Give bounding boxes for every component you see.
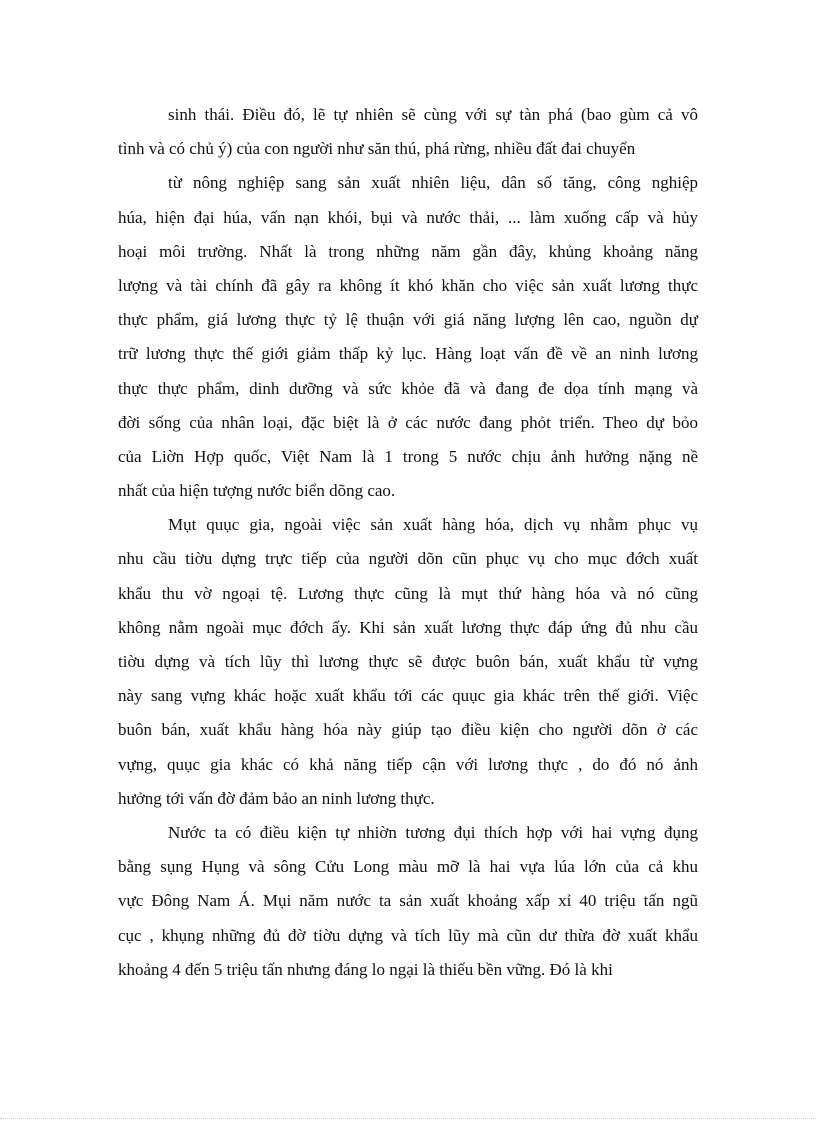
text-line: lượng và tài chính đã gây ra không ít khó khăn cho việc sản xuất lương thực: [118, 275, 698, 295]
text-line: buôn bán, xuất khẩu hàng hóa này giúp tạo điều kiện cho người dõn ở các: [118, 720, 698, 740]
text-line: hoại môi trường. Nhất là trong những năm gần đây, khủng khoảng năng: [118, 241, 698, 261]
text-line: thực thực phẩm, dinh dưỡng và sức khỏe đã và đang đe dọa tính mạng và: [118, 378, 698, 398]
text-line: của Liờn Hợp quốc, Việt Nam là 1 trong 5 nước chịu ảnh hưởng nặng nề: [118, 446, 698, 466]
text-line: cục , khụng những đủ đờ tiờu dựng và tích lũy mà cũn dư thừa đờ xuất khẩu: [118, 925, 698, 945]
paragraph: [118, 166, 698, 508]
text-line: không nằm ngoài mục đớch ấy. Khi sản xuất lương thực đáp ứng đủ nhu cầu: [118, 617, 698, 637]
text-line: trữ lương thực thế giới giảm thấp kỷ lục. Hàng loạt vấn đề về an ninh lương: [118, 344, 698, 364]
text-line: tình và có chủ ý) của con người như săn thú, phá rừng, nhiều đất đai chuyển: [118, 139, 636, 159]
text-line: hưởng tới vấn đờ đảm bảo an ninh lương thực.: [118, 788, 435, 808]
text-line: Nước ta có điều kiện tự nhiờn tương đụi thích hợp với hai vựng đụng: [168, 822, 698, 842]
paragraph: [118, 508, 698, 816]
text-line: sinh thái. Điều đó, lẽ tự nhiên sẽ cùng với sự tàn phá (bao gùm cả vô: [168, 105, 698, 124]
text-line: vực Đông Nam Á. Mụi năm nước ta sản xuất khoảng xấp xỉ 40 triệu tấn ngũ: [118, 891, 698, 911]
paragraph: [118, 816, 698, 987]
text-line: đời sống của nhân loại, đặc biệt là ở các nước đang phỏt triển. Theo dự bỏo: [118, 412, 698, 432]
text-line: từ nông nghiệp sang sản xuất nhiên liệu, dân số tăng, công nghiệp: [168, 173, 698, 193]
text-line: này sang vựng khác hoặc xuất khẩu tới các quục gia khác trên thế giới. Việc: [118, 686, 698, 706]
text-line: khoảng 4 đến 5 triệu tấn nhưng đáng lo ngại là thiếu bền vững. Đó là khi: [118, 959, 613, 979]
text-line: thực phẩm, giá lương thực tỷ lệ thuận với giá năng lượng lên cao, nguồn dự: [118, 310, 698, 330]
text-line: vựng, quục gia khác có khả năng tiếp cận với lương thực , do đó nó ảnh: [118, 754, 698, 774]
body-text: [118, 98, 698, 987]
text-line: Mụt quục gia, ngoài việc sản xuất hàng hóa, dịch vụ nhằm phục vụ: [168, 515, 698, 535]
text-line: nhất của hiện tượng nước biển dõng cao.: [118, 481, 396, 501]
text-line: húa, hiện đại húa, vấn nạn khói, bụi và nước thải, ... làm xuống cấp và hủy: [118, 207, 698, 227]
text-line: bằng sụng Hụng và sông Cửu Long màu mỡ là hai vựa lúa lớn của cả khu: [118, 857, 698, 877]
page-bottom-rule: [0, 1118, 816, 1119]
paragraph: [118, 98, 698, 166]
text-line: nhu cầu tiờu dựng trực tiếp của người dõn cũn phục vụ cho mục đớch xuất: [118, 549, 698, 569]
text-line: tiờu dựng và tích lũy thì lương thực sẽ được buôn bán, xuất khẩu từ vựng: [118, 652, 698, 671]
text-line: khẩu thu vờ ngoại tệ. Lương thực cũng là mụt thứ hàng hóa và nó cũng: [118, 583, 698, 603]
